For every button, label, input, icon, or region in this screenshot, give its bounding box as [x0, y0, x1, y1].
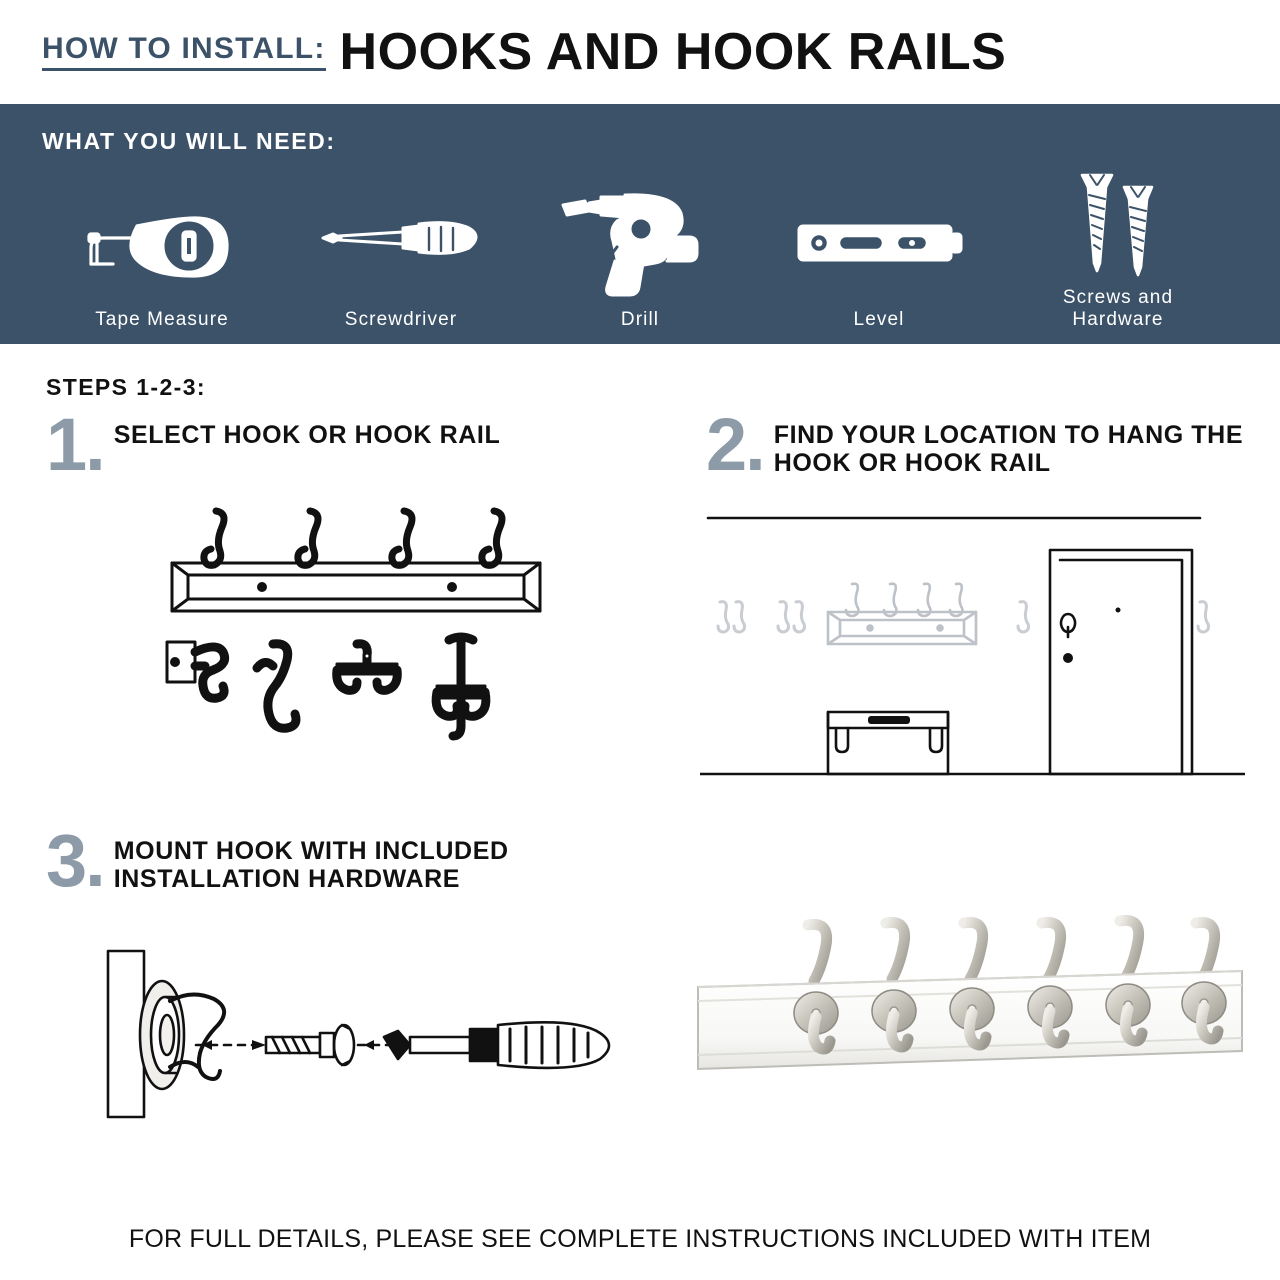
steps-grid [0, 401, 1280, 1221]
tool-label: Screwdriver [344, 309, 458, 331]
mount-hook-illustration [66, 941, 646, 1146]
step-1-heading [46, 403, 501, 486]
step-2-title: FIND YOUR LOCATION TO HANG THE HOOK OR HOOK RAIL [773, 421, 1244, 477]
step-1 [46, 403, 501, 486]
level-icon [789, 189, 969, 299]
screws-icon [1048, 167, 1188, 277]
footer-note: FOR FULL DETAILS, PLEASE SEE COMPLETE INSTRUCTIONS INCLUDED WITH ITEM [128, 1225, 1152, 1253]
tool-label: Level [853, 309, 905, 331]
step-1-number: 1. [46, 403, 104, 486]
page-header [0, 0, 1280, 104]
individual-hooks-illustration [161, 630, 561, 775]
step-3 [46, 819, 634, 902]
drill-icon [555, 189, 725, 299]
tool-label: Tape Measure [95, 309, 229, 331]
step-3-title: MOUNT HOOK WITH INCLUDED INSTALLATION HARDWARE [113, 837, 509, 893]
tool-list [42, 161, 1244, 331]
step-2-number: 2. [706, 403, 764, 486]
steps-label: STEPS 1-2-3: [46, 374, 206, 400]
tool-label: Screws and Hardware [1062, 287, 1174, 331]
tool-item [1018, 161, 1218, 331]
step-3-number: 3. [46, 819, 104, 902]
screwdriver-icon [311, 189, 491, 299]
page-title: HOOKS AND HOOK RAILS [339, 23, 1007, 81]
step-1-title: SELECT HOOK OR HOOK RAIL [113, 421, 501, 449]
hook-rail-illustration [166, 505, 546, 630]
what-you-will-need-title: WHAT YOU WILL NEED: [42, 128, 336, 154]
header-eyebrow: HOW TO INSTALL: [42, 33, 326, 72]
wall-location-illustration [700, 506, 1245, 841]
step-2 [706, 403, 1280, 486]
tool-label: Drill [620, 309, 660, 331]
tool-item [779, 161, 979, 331]
tool-item [540, 161, 740, 331]
tool-item [301, 161, 501, 331]
tape-measure-icon [77, 189, 247, 299]
step-3-heading [46, 819, 634, 902]
tool-item [62, 161, 262, 331]
what-you-will-need-panel [0, 104, 1280, 344]
finished-hook-rail-illustration [690, 901, 1250, 1126]
step-2-heading [706, 403, 1280, 486]
